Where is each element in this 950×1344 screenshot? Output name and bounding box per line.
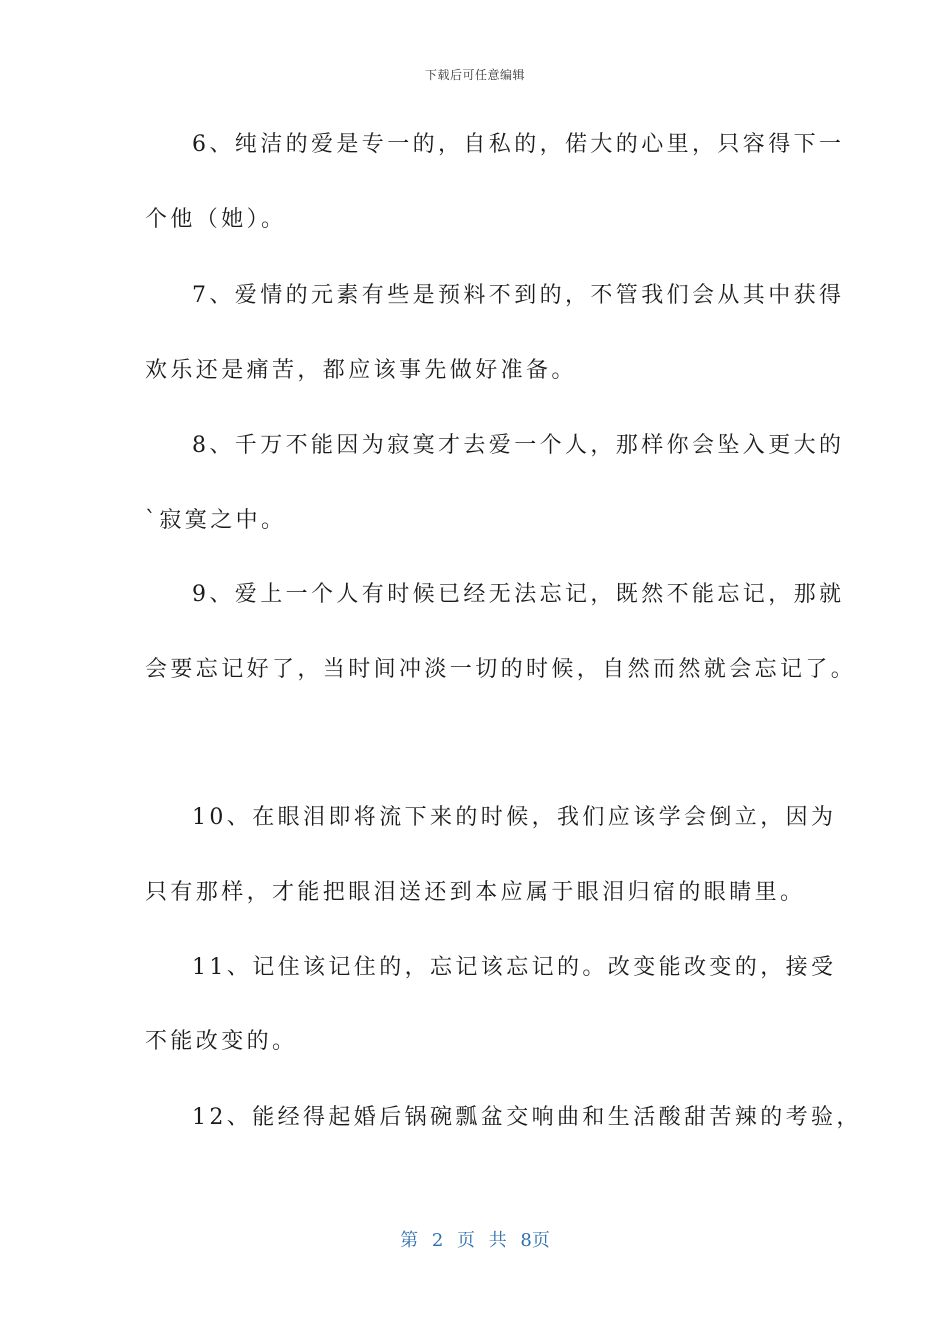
paragraph-6-line-1: 6、纯洁的爱是专一的，自私的，偌大的心里，只容得下一 <box>192 132 845 157</box>
page-header-note: 下载后可任意编辑 <box>424 68 525 82</box>
paragraph-9-line-2: 会要忘记好了，当时间冲淡一切的时候，自然而然就会忘记了。 <box>145 657 857 682</box>
page-number-footer: 第 2 页 共 8页 <box>400 1230 550 1251</box>
paragraph-6-line-2: 个他（她）。 <box>145 207 287 232</box>
paragraph-11-line-1: 11、记住该记住的，忘记该忘记的。改变能改变的，接受 <box>192 955 837 980</box>
paragraph-8-line-2: `寂寞之中。 <box>145 508 287 533</box>
paragraph-10-line-1: 10、在眼泪即将流下来的时候，我们应该学会倒立，因为 <box>192 805 837 830</box>
paragraph-8-line-1: 8、千万不能因为寂寞才去爱一个人，那样你会坠入更大的 <box>192 433 845 458</box>
paragraph-7-line-2: 欢乐还是痛苦，都应该事先做好准备。 <box>145 358 577 383</box>
paragraph-7-line-1: 7、爱情的元素有些是预料不到的，不管我们会从其中获得 <box>192 283 845 308</box>
paragraph-10-line-2: 只有那样，才能把眼泪送还到本应属于眼泪归宿的眼睛里。 <box>145 880 806 905</box>
paragraph-12-line-1: 12、能经得起婚后锅碗瓢盆交响曲和生活酸甜苦辣的考验， <box>192 1105 862 1130</box>
paragraph-11-line-2: 不能改变的。 <box>145 1029 298 1054</box>
paragraph-9-line-1: 9、爱上一个人有时候已经无法忘记，既然不能忘记，那就 <box>192 582 845 607</box>
